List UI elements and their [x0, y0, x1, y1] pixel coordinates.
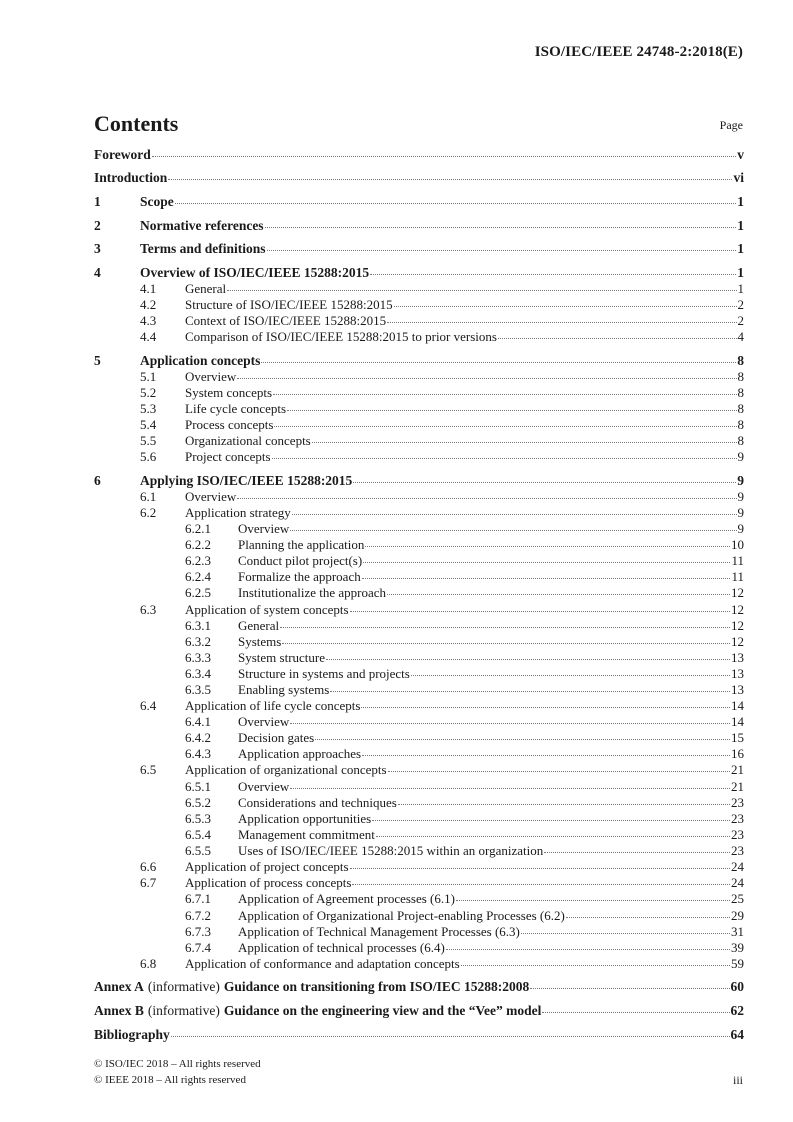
toc-entry-page[interactable]: 59	[731, 956, 744, 971]
dot-leader	[521, 933, 730, 934]
toc-entry-title[interactable]: Application strategy	[185, 505, 291, 520]
toc-entry[interactable]	[94, 313, 744, 329]
toc-entry[interactable]	[94, 265, 744, 281]
toc-entry-number: 6.7.1	[185, 891, 211, 906]
toc-entry-title[interactable]: General	[185, 281, 227, 296]
toc-entry-page[interactable]: 2	[737, 297, 744, 312]
toc-entry-number: 4	[94, 265, 101, 280]
toc-entry-title[interactable]: Scope	[140, 194, 174, 209]
toc-entry[interactable]	[94, 602, 744, 618]
toc-entry-number: 6.2	[140, 505, 157, 520]
dot-leader	[171, 1036, 730, 1037]
toc-entry-title[interactable]: Terms and definitions	[140, 241, 266, 256]
toc-entry[interactable]	[94, 650, 744, 666]
toc-entry-number: 5	[94, 353, 101, 368]
toc-entry-title[interactable]: Management commitment	[238, 827, 375, 842]
toc-entry-title[interactable]: Institutionalize the approach	[238, 585, 387, 600]
dot-leader	[353, 482, 736, 483]
toc-entry-number: 6.4.3	[185, 746, 211, 761]
toc-entry-page[interactable]: 25	[731, 891, 744, 906]
toc-entry[interactable]	[94, 827, 744, 843]
toc-entry-number: 6.3.4	[185, 666, 211, 681]
toc-entry-title[interactable]: Life cycle concepts	[185, 401, 287, 416]
toc-entry-title[interactable]: Considerations and techniques	[238, 795, 397, 810]
toc-annex-entry[interactable]	[94, 979, 744, 995]
toc-entry-page[interactable]: 21	[731, 762, 744, 777]
toc-entry-page[interactable]: 2	[737, 313, 744, 328]
annex-page[interactable]: 64	[730, 1027, 744, 1042]
toc-entry-number: 6.2.2	[185, 537, 211, 552]
annex-title[interactable]: Guidance on transitioning from ISO/IEC 15288:2008	[223, 979, 530, 994]
toc-entry-number: 6.7.4	[185, 940, 211, 955]
toc-entry-title[interactable]: Application of technical processes (6.4)	[238, 940, 445, 955]
toc-annex-entry[interactable]	[94, 1027, 744, 1043]
annex-label[interactable]: Bibliography	[94, 1027, 170, 1042]
dot-leader	[267, 250, 737, 251]
dot-leader	[363, 562, 730, 563]
dot-leader	[274, 426, 736, 427]
toc-entry-number: 6.8	[140, 956, 157, 971]
dot-leader	[361, 707, 730, 708]
dot-leader	[315, 739, 730, 740]
annex-page[interactable]: 60	[730, 979, 744, 994]
toc-entry-page[interactable]: 14	[731, 714, 744, 729]
toc-entry[interactable]	[94, 521, 744, 537]
toc-entry-title[interactable]: Application of process concepts	[185, 875, 352, 890]
annex-qualifier: (informative)	[147, 1003, 220, 1018]
toc-entry-number: 4.1	[140, 281, 157, 296]
toc-entry-number: 6.7	[140, 875, 157, 890]
toc-entry-number: 6.3.5	[185, 682, 211, 697]
annex-qualifier: (informative)	[147, 979, 220, 994]
toc-entry-number: 6.5.2	[185, 795, 211, 810]
toc-entry-number: 6.7.2	[185, 908, 211, 923]
toc-entry[interactable]	[94, 369, 744, 385]
toc-entry-title[interactable]: Application approaches	[238, 746, 362, 761]
dot-leader	[566, 917, 730, 918]
toc-entry-number: 6.2.5	[185, 585, 211, 600]
dot-leader	[387, 594, 730, 595]
toc-entry[interactable]	[94, 956, 744, 972]
toc-entry-page[interactable]: vi	[733, 170, 744, 185]
toc-entry[interactable]	[94, 730, 744, 746]
dot-leader	[376, 836, 730, 837]
dot-leader	[542, 1012, 729, 1013]
toc-entry-page[interactable]: 24	[731, 875, 744, 890]
toc-entry-number: 6.6	[140, 859, 157, 874]
toc-entry-title[interactable]: Decision gates	[238, 730, 315, 745]
toc-entry[interactable]	[94, 417, 744, 433]
toc-entry-title[interactable]: Overview	[238, 714, 290, 729]
toc-entry[interactable]	[94, 218, 744, 234]
toc-entry-title[interactable]: Structure in systems and projects	[238, 666, 410, 681]
toc-entry-page[interactable]: 23	[731, 811, 744, 826]
toc-entry[interactable]	[94, 449, 744, 465]
toc-entry-page[interactable]: 9	[737, 489, 744, 504]
toc-entry[interactable]	[94, 746, 744, 762]
toc-entry-number: 5.1	[140, 369, 157, 384]
toc-entry-number: 5.6	[140, 449, 157, 464]
toc-entry-title[interactable]: Application of Technical Management Processes (6.3)	[238, 924, 520, 939]
toc-entry-page[interactable]: 21	[731, 779, 744, 794]
document-header-id: ISO/IEC/IEEE 24748-2:2018(E)	[534, 44, 743, 60]
annex-label[interactable]: Annex A	[94, 979, 144, 994]
toc-entry[interactable]	[94, 194, 744, 210]
toc-entry-page[interactable]: 9	[737, 521, 744, 536]
dot-leader	[265, 227, 737, 228]
toc-entry-number: 6.3	[140, 602, 157, 617]
dot-leader	[273, 394, 736, 395]
toc-entry[interactable]	[94, 682, 744, 698]
toc-entry-number: 1	[94, 194, 101, 209]
toc-entry-number: 6.4	[140, 698, 157, 713]
dot-leader	[326, 659, 730, 660]
toc-entry-number: 5.5	[140, 433, 157, 448]
toc-entry[interactable]	[94, 553, 744, 569]
toc-entry-title[interactable]: Application of conformance and adaptation concepts	[185, 956, 460, 971]
dot-leader	[290, 788, 730, 789]
toc-entry-number: 6.3.1	[185, 618, 211, 633]
toc-entry-number: 4.3	[140, 313, 157, 328]
toc-entry-title[interactable]: Structure of ISO/IEC/IEEE 15288:2015	[185, 297, 393, 312]
dot-leader	[227, 290, 736, 291]
toc-entry-title[interactable]: Process concepts	[185, 417, 274, 432]
toc-entry-page[interactable]: 9	[737, 505, 744, 520]
toc-entry-page[interactable]: 23	[731, 843, 744, 858]
toc-entry-title[interactable]: Overview	[238, 779, 290, 794]
toc-entry-number: 5.3	[140, 401, 157, 416]
dot-leader	[290, 530, 736, 531]
toc-entry[interactable]	[94, 762, 744, 778]
dot-leader	[411, 675, 730, 676]
toc-entry-number: 6.5.3	[185, 811, 211, 826]
toc-entry-title[interactable]: Application of project concepts	[185, 859, 349, 874]
toc-entry-page[interactable]: 13	[731, 650, 744, 665]
dot-leader	[330, 691, 730, 692]
toc-entry-page[interactable]: 8	[737, 417, 744, 432]
toc-entry-number: 3	[94, 241, 101, 256]
toc-entry-page[interactable]: 12	[731, 618, 744, 633]
toc-entry[interactable]	[94, 940, 744, 956]
toc-entry-number: 4.4	[140, 329, 157, 344]
toc-entry-page[interactable]: 13	[731, 682, 744, 697]
annex-title[interactable]: Guidance on the engineering view and the “Vee” model	[223, 1003, 542, 1018]
toc-entry-title[interactable]: Overview	[185, 369, 237, 384]
toc-entry[interactable]	[94, 473, 744, 489]
toc-entry-page[interactable]: v	[737, 147, 744, 162]
toc-entry[interactable]	[94, 714, 744, 730]
toc-entry-title[interactable]: Systems	[238, 634, 282, 649]
toc-entry-page[interactable]: 4	[737, 329, 744, 344]
toc-entry-title[interactable]: Organizational concepts	[185, 433, 311, 448]
toc-entry-page[interactable]: 12	[731, 585, 744, 600]
toc-entry-number: 6	[94, 473, 101, 488]
toc-entry-title[interactable]: Application of life cycle concepts	[185, 698, 361, 713]
toc-entry-title[interactable]: Overview	[185, 489, 237, 504]
dot-leader	[352, 884, 730, 885]
dot-leader	[398, 804, 730, 805]
toc-entry[interactable]	[94, 843, 744, 859]
dot-leader	[261, 362, 736, 363]
toc-entry[interactable]	[94, 297, 744, 313]
toc-entry-title[interactable]: Comparison of ISO/IEC/IEEE 15288:2015 to prior versions	[185, 329, 497, 344]
toc-entry-page[interactable]: 8	[737, 385, 744, 400]
toc-entry-number: 6.3.3	[185, 650, 211, 665]
dot-leader	[388, 771, 730, 772]
toc-entry-number: 6.4.2	[185, 730, 211, 745]
toc-entry[interactable]	[94, 329, 744, 345]
toc-entry-title[interactable]: Enabling systems	[238, 682, 330, 697]
toc-entry[interactable]	[94, 666, 744, 682]
toc-entry-title[interactable]: Foreword	[94, 147, 151, 162]
dot-leader	[544, 852, 730, 853]
toc-entry-title[interactable]: Application of system concepts	[185, 602, 349, 617]
dot-leader	[280, 627, 730, 628]
toc-entry-number: 6.3.2	[185, 634, 211, 649]
annex-label[interactable]: Annex B	[94, 1003, 144, 1018]
dot-leader	[312, 442, 737, 443]
dot-leader	[292, 514, 737, 515]
toc-entry-title[interactable]: Overview	[238, 521, 290, 536]
toc-entry[interactable]	[94, 811, 744, 827]
toc-title: Contents	[94, 111, 179, 136]
toc-entry-title[interactable]: Application opportunities	[238, 811, 372, 826]
toc-entry[interactable]	[94, 353, 744, 369]
toc-entry-page[interactable]: 29	[731, 908, 744, 923]
toc-entry-number: 6.5	[140, 762, 157, 777]
toc-entry-number: 2	[94, 218, 101, 233]
toc-entry-title[interactable]: Normative references	[140, 218, 264, 233]
toc-entry-page[interactable]: 15	[731, 730, 744, 745]
dot-leader	[237, 378, 736, 379]
toc-entry-page[interactable]: 31	[731, 924, 744, 939]
toc-entry-page[interactable]: 23	[731, 795, 744, 810]
toc-entry-title[interactable]: General	[238, 618, 280, 633]
toc-entry-number: 6.5.4	[185, 827, 211, 842]
toc-entry-page[interactable]: 14	[731, 698, 744, 713]
toc-entry-page[interactable]: 24	[731, 859, 744, 874]
toc-entry[interactable]	[94, 385, 744, 401]
dot-leader	[370, 274, 736, 275]
toc-entry-number: 6.5.1	[185, 779, 211, 794]
copyright-iso: © ISO/IEC 2018 – All rights reserved	[94, 1058, 261, 1070]
toc-entry[interactable]	[94, 875, 744, 891]
toc-entry[interactable]	[94, 281, 744, 297]
annex-page[interactable]: 62	[730, 1003, 744, 1018]
toc-entry-page[interactable]: 8	[737, 353, 744, 368]
toc-entry-number: 6.1	[140, 489, 157, 504]
toc-entry[interactable]	[94, 401, 744, 417]
toc-entry-page[interactable]: 1	[737, 218, 744, 233]
toc-annex-entry[interactable]	[94, 1003, 744, 1019]
toc-entry-title[interactable]: Planning the application	[238, 537, 365, 552]
toc-entry[interactable]	[94, 779, 744, 795]
toc-entry-page[interactable]: 11	[731, 553, 744, 568]
dot-leader	[456, 900, 730, 901]
toc-entry[interactable]	[94, 505, 744, 521]
toc-entry-title[interactable]: Introduction	[94, 170, 168, 185]
dot-leader	[282, 643, 730, 644]
toc-entry-page[interactable]: 1	[737, 265, 744, 280]
toc-entry[interactable]	[94, 634, 744, 650]
toc-entry[interactable]	[94, 859, 744, 875]
copyright-ieee: © IEEE 2018 – All rights reserved	[94, 1074, 246, 1086]
toc-entry-page[interactable]: 8	[737, 433, 744, 448]
page-number: iii	[732, 1073, 743, 1087]
toc-entry[interactable]	[94, 433, 744, 449]
toc-entry-title[interactable]: Uses of ISO/IEC/IEEE 15288:2015 within an organization	[238, 843, 544, 858]
toc-entry-number: 5.2	[140, 385, 157, 400]
dot-leader	[498, 338, 737, 339]
dot-leader	[530, 988, 729, 989]
toc-entry[interactable]	[94, 147, 744, 163]
toc-entry[interactable]	[94, 585, 744, 601]
toc-entry-number: 5.4	[140, 417, 157, 432]
dot-leader	[394, 306, 737, 307]
toc-entry[interactable]	[94, 241, 744, 257]
dot-leader	[362, 755, 730, 756]
dot-leader	[365, 546, 730, 547]
toc-entry-page[interactable]: 23	[731, 827, 744, 842]
toc-entry[interactable]	[94, 908, 744, 924]
toc-entry-number: 6.2.3	[185, 553, 211, 568]
toc-entry-page[interactable]: 8	[737, 369, 744, 384]
toc-entry[interactable]	[94, 618, 744, 634]
toc-entry-title[interactable]: Application of organizational concepts	[185, 762, 387, 777]
dot-leader	[152, 156, 737, 157]
dot-leader	[168, 179, 732, 180]
toc-entry-page[interactable]: 16	[731, 746, 744, 761]
toc-entry-page[interactable]: 39	[731, 940, 744, 955]
dot-leader	[372, 820, 730, 821]
toc-entry-title[interactable]: Conduct pilot project(s)	[238, 553, 363, 568]
toc-entry-number: 6.5.5	[185, 843, 211, 858]
dot-leader	[237, 498, 736, 499]
toc-entry-number: 4.2	[140, 297, 157, 312]
dot-leader	[175, 203, 737, 204]
toc-entry-page[interactable]: 9	[737, 473, 744, 488]
dot-leader	[446, 949, 730, 950]
dot-leader	[350, 868, 730, 869]
toc-entry-page[interactable]: 11	[731, 569, 744, 584]
toc-entry-title[interactable]: Application of Organizational Project-enabling Processes (6.2)	[238, 908, 565, 923]
page-column-label: Page	[719, 118, 743, 132]
toc-entry[interactable]	[94, 537, 744, 553]
dot-leader	[290, 723, 730, 724]
dot-leader	[350, 611, 730, 612]
toc-entry-title[interactable]: Application of Agreement processes (6.1)	[238, 891, 455, 906]
toc-entry-page[interactable]: 1	[737, 281, 744, 296]
toc-entry-title[interactable]: Project concepts	[185, 449, 271, 464]
toc-entry-title[interactable]: Formalize the approach	[238, 569, 361, 584]
toc-entry-title[interactable]: Overview of ISO/IEC/IEEE 15288:2015	[140, 265, 370, 280]
toc-entry-page[interactable]: 1	[737, 241, 744, 256]
dot-leader	[461, 965, 730, 966]
toc-entry-page[interactable]: 12	[731, 634, 744, 649]
toc-entry-page[interactable]: 8	[737, 401, 744, 416]
toc-entry[interactable]	[94, 569, 744, 585]
toc-entry[interactable]	[94, 170, 744, 186]
toc-entry-title[interactable]: System structure	[238, 650, 326, 665]
toc-entry-title[interactable]: Application concepts	[140, 353, 261, 368]
toc-entry-page[interactable]: 10	[731, 537, 744, 552]
toc-entry-page[interactable]: 13	[731, 666, 744, 681]
toc-entry-title[interactable]: System concepts	[185, 385, 273, 400]
dot-leader	[387, 322, 736, 323]
toc-entry[interactable]	[94, 489, 744, 505]
toc-entry-number: 6.4.1	[185, 714, 211, 729]
toc-entry[interactable]	[94, 698, 744, 714]
dot-leader	[272, 458, 737, 459]
dot-leader	[362, 578, 731, 579]
toc-entry[interactable]	[94, 924, 744, 940]
toc-entry-page[interactable]: 1	[737, 194, 744, 209]
toc-entry-number: 6.2.4	[185, 569, 211, 584]
toc-entry-number: 6.2.1	[185, 521, 211, 536]
toc-entry[interactable]	[94, 795, 744, 811]
toc-entry-page[interactable]: 12	[731, 602, 744, 617]
dot-leader	[287, 410, 736, 411]
toc-entry-title[interactable]: Context of ISO/IEC/IEEE 15288:2015	[185, 313, 387, 328]
toc-entry[interactable]	[94, 891, 744, 907]
toc-entry-page[interactable]: 9	[737, 449, 744, 464]
toc-entry-title[interactable]: Applying ISO/IEC/IEEE 15288:2015	[140, 473, 353, 488]
toc-entry-number: 6.7.3	[185, 924, 211, 939]
